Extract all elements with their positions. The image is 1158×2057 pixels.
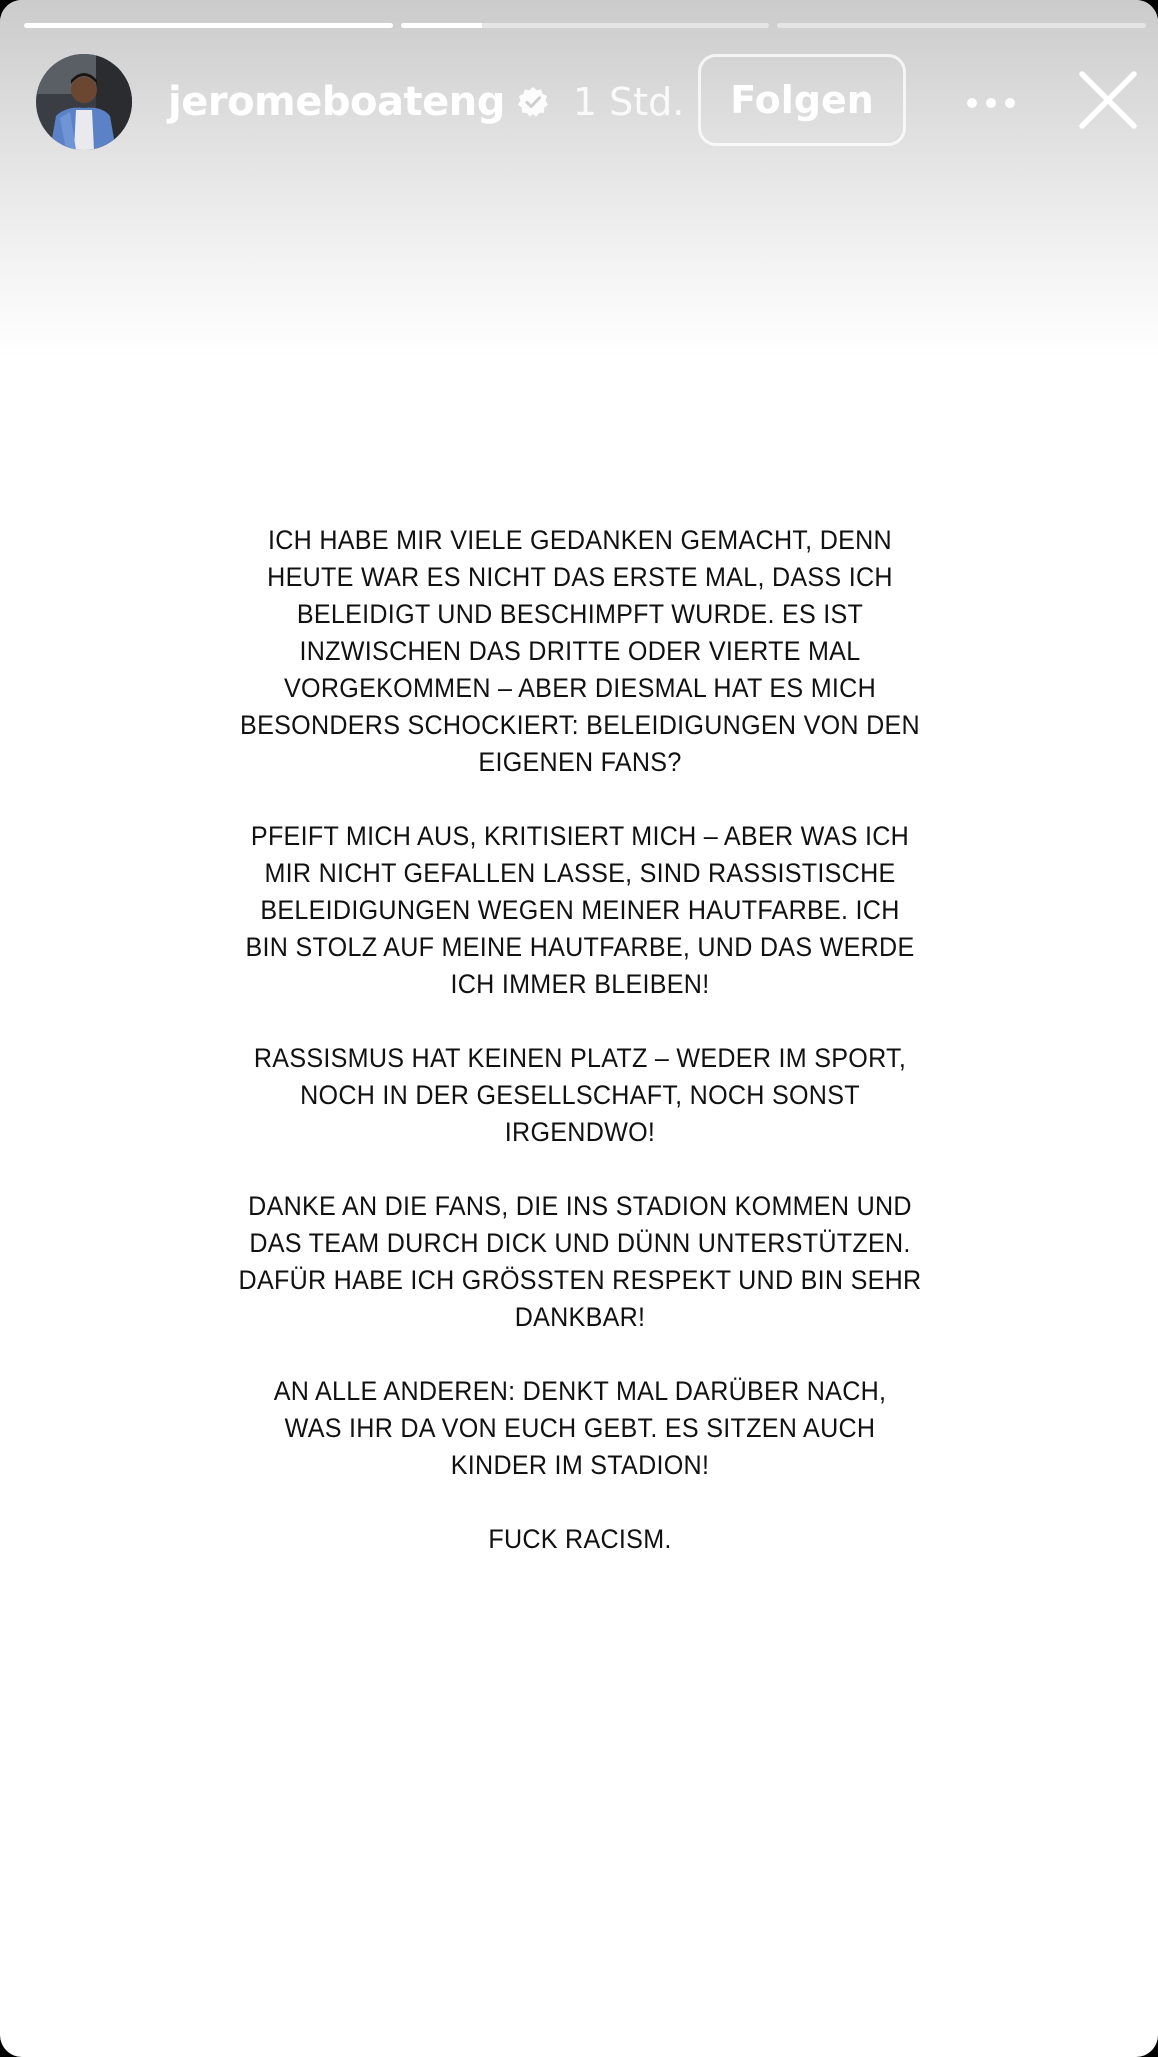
- paragraph-6: FUCK RACISM.: [488, 1524, 672, 1554]
- progress-fill: [24, 23, 393, 28]
- paragraph-1: ICH HABE MIR VIELE GEDANKEN GEMACHT, DENN HEUTE WAR ES NICHT DAS ERSTE MAL, DASS ICH BELEIDIGT UND BESCHIMPFT WURDE. ES IST INZWISCHEN DAS DRITTE ODER VIERTE MAL VORGEKOMMEN – ABER DIESMAL HAT ES MICH BESONDERS SCHOCKIERT: BELEIDIGUNGEN VON DEN EIGENEN FANS?: [240, 525, 920, 777]
- progress-fill: [401, 23, 482, 28]
- progress-segment-3: [777, 23, 1146, 28]
- progress-segment-1: [24, 23, 393, 28]
- more-options-icon[interactable]: [962, 74, 1020, 132]
- avatar-image: [36, 54, 132, 150]
- paragraph-3: RASSISMUS HAT KEINEN PLATZ – WEDER IM SPORT, NOCH IN DER GESELLSCHAFT, NOCH SONST IRGENDWO!: [253, 1043, 907, 1147]
- follow-button[interactable]: Folgen: [698, 54, 906, 146]
- paragraph-4: DANKE AN DIE FANS, DIE INS STADION KOMMEN UND DAS TEAM DURCH DICK UND DÜNN UNTERSTÜTZEN. DAFÜR HABE ICH GRÖSSTEN RESPEKT UND BIN SEHR DANKBAR!: [238, 1191, 922, 1332]
- paragraph-2: PFEIFT MICH AUS, KRITISIERT MICH – ABER WAS ICH MIR NICHT GEFALLEN LASSE, SIND RASSISTISCHE BELEIDIGUNGEN WEGEN MEINER HAUTFARBE. ICH BIN STOLZ AUF MEINE HAUTFARBE, UND DAS WERDE ICH IMMER BLEIBEN!: [245, 821, 915, 999]
- story-timestamp: 1 Std.: [572, 80, 685, 124]
- close-icon[interactable]: [1076, 68, 1140, 132]
- avatar[interactable]: [36, 54, 132, 150]
- story-progress-bar: [24, 23, 1146, 28]
- progress-segment-2: [401, 23, 770, 28]
- story-header: [36, 54, 1136, 150]
- paragraph-5: AN ALLE ANDEREN: DENKT MAL DARÜBER NACH, WAS IHR DA VON EUCH GEBT. ES SITZEN AUCH KINDER IM STADION!: [273, 1376, 887, 1480]
- story-text: [199, 522, 962, 1595]
- verified-badge-icon: [517, 86, 549, 118]
- username[interactable]: jeromeboateng: [168, 79, 505, 125]
